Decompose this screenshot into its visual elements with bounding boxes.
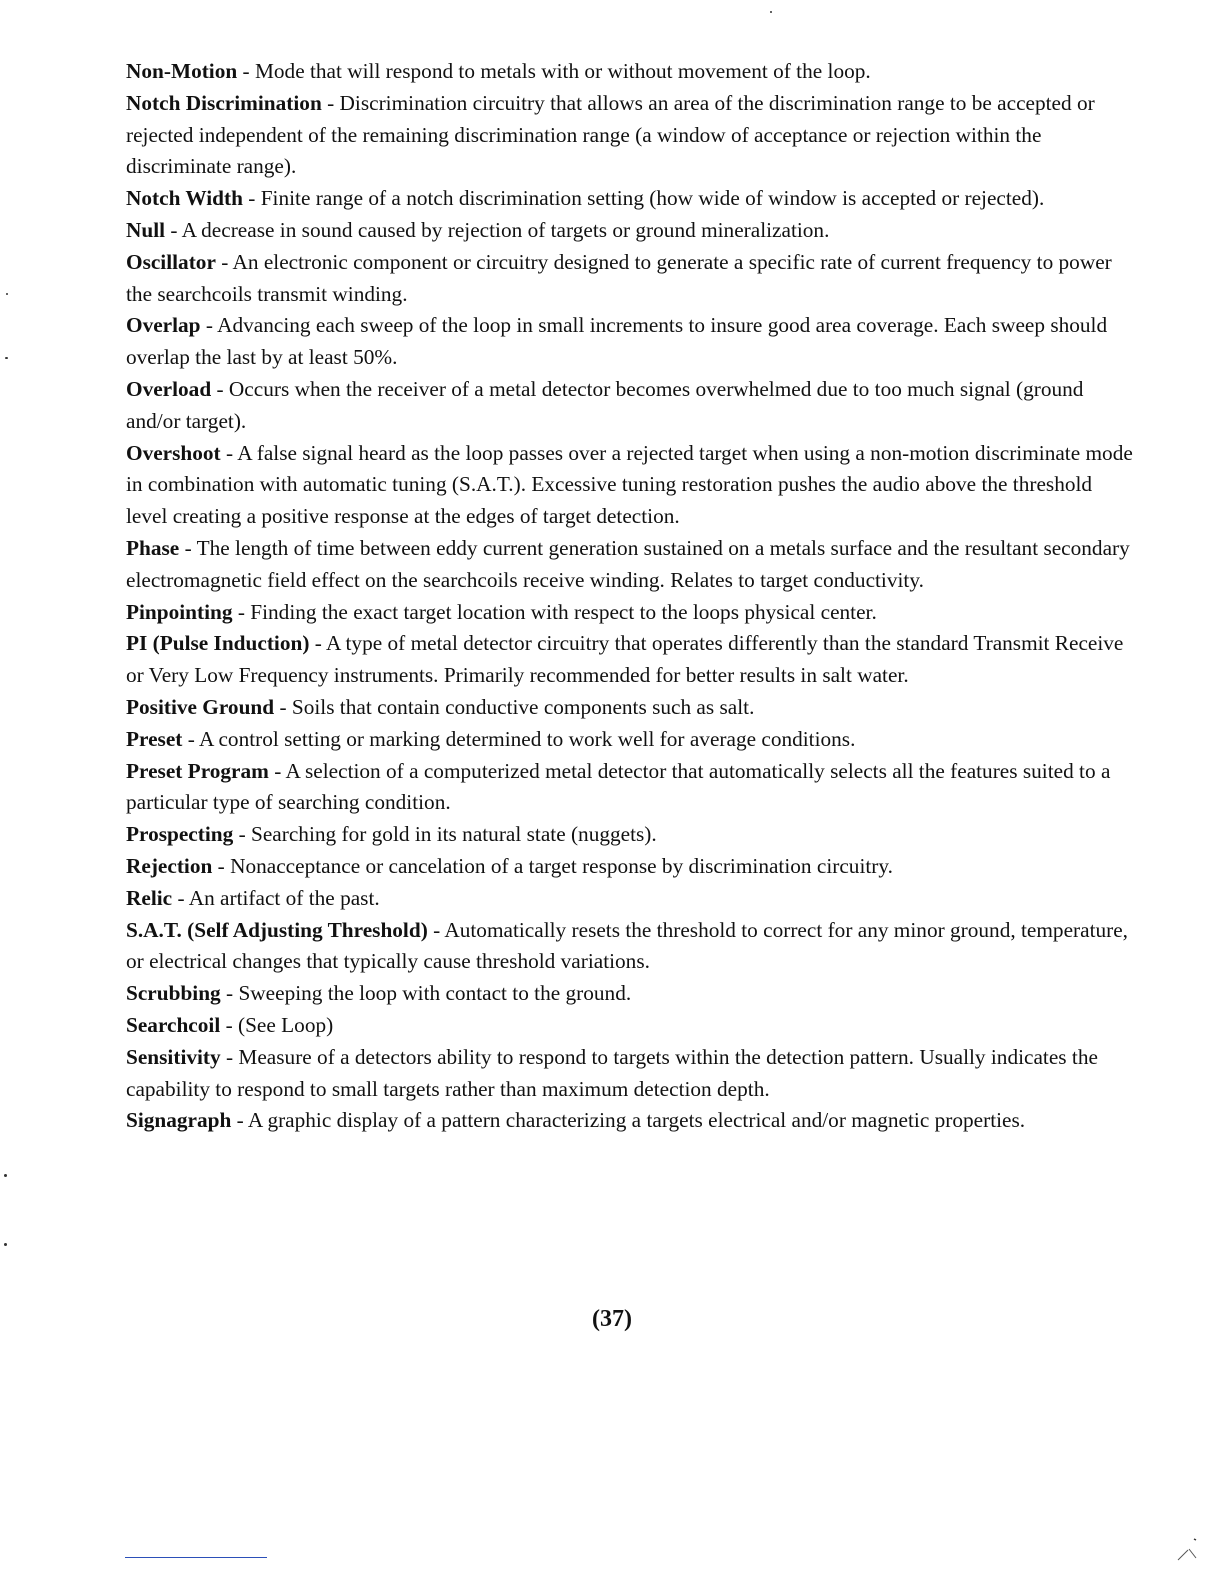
scan-speck [770,11,772,13]
glossary-entry [126,88,1136,183]
footer-rule [125,1557,267,1558]
glossary-term: Signagraph [126,1108,232,1133]
glossary-term: Overload [126,376,212,401]
glossary-definition: - A false signal heard as the loop passes over a rejected target when using a non-motion discriminate mode in combination with automatic tuning (S.A.T.). Excessive tuning restoration pushes the audio above the threshold level creating a positive response at the edges of target detection. [126,440,1133,529]
glossary-definition: - Automatically resets the threshold to correct for any minor ground, temperature, or electrical changes that typically cause threshold variations. [126,917,1129,974]
glossary-term: Rejection [126,853,213,878]
glossary-entry [126,851,1136,883]
glossary-entry [126,915,1136,979]
glossary-entry [126,819,1136,851]
glossary-entry [126,1010,1136,1042]
scan-speck [5,357,8,359]
glossary-term: Overshoot [126,440,221,465]
glossary-term: Relic [126,885,173,910]
glossary-entry [126,247,1136,311]
glossary-term: PI (Pulse Induction) [126,631,310,656]
glossary-term: Prospecting [126,822,234,847]
glossary-definition: - A control setting or marking determined to work well for average conditions. [182,726,856,751]
glossary-term: Null [126,217,166,242]
glossary-definition: - Occurs when the receiver of a metal detector becomes overwhelmed due to too much signal (ground and/or target). [126,376,1084,433]
glossary-definition: - A decrease in sound caused by rejection of targets or ground mineralization. [165,217,830,242]
glossary-entry [126,374,1136,438]
glossary-entry [126,183,1136,215]
glossary-entry [126,310,1136,374]
glossary-entry [126,56,1136,88]
glossary-definition: - A graphic display of a pattern characterizing a targets electrical and/or magnetic properties. [231,1108,1026,1133]
glossary-entry [126,438,1136,533]
glossary-term: Searchcoil [126,1012,221,1037]
glossary-definition: - (See Loop) [220,1012,334,1037]
glossary-definition: - An artifact of the past. [172,885,380,910]
glossary-definition: - Finite range of a notch discrimination setting (how wide of window is accepted or rejected). [242,186,1045,211]
glossary-definition: - A selection of a computerized metal detector that automatically selects all the features suited to a particular type of searching condition. [126,758,1111,815]
glossary-definition: - Soils that contain conductive components such as salt. [274,694,755,719]
glossary-term: Preset [126,726,183,751]
glossary-term: Overlap [126,313,201,338]
glossary-definition: - Advancing each sweep of the loop in small increments to insure good area coverage. Each sweep should overlap the last by at least 50%. [126,313,1108,370]
glossary-definition: - An electronic component or circuitry designed to generate a specific rate of current frequency to power the searchcoils transmit winding. [126,249,1112,306]
glossary-entry [126,597,1136,629]
scan-speck [4,1174,7,1177]
glossary-definition: - Nonacceptance or cancelation of a target response by discrimination circuitry. [212,853,893,878]
glossary-term: Notch Discrimination [126,90,322,115]
glossary-term: Non-Motion [126,59,238,83]
glossary-list [126,56,1136,1137]
glossary-entry [126,1105,1136,1137]
glossary-entry [126,215,1136,247]
glossary-definition: - Measure of a detectors ability to respond to targets within the detection pattern. Usually indicates the capability to respond to small targets rather than maximum detection depth. [126,1044,1098,1101]
glossary-definition: - A type of metal detector circuitry that operates differently than the standard Transmit Receive or Very Low Frequency instruments. Primarily recommended for better results in salt water. [126,631,1124,688]
glossary-entry [126,692,1136,724]
glossary-term: Preset Program [126,758,269,783]
glossary-definition: - Mode that will respond to metals with or without movement of the loop. [237,59,871,83]
glossary-entry [126,978,1136,1010]
glossary-definition: - Searching for gold in its natural state (nuggets). [233,822,657,847]
glossary-term: S.A.T. (Self Adjusting Threshold) [126,917,428,942]
glossary-term: Scrubbing [126,981,221,1006]
scan-speck [6,293,8,295]
corner-mark-icon [1176,1536,1198,1562]
glossary-term: Positive Ground [126,694,275,719]
glossary-entry [126,724,1136,756]
glossary-entry [126,1042,1136,1106]
glossary-entry [126,533,1136,597]
glossary-term: Sensitivity [126,1044,221,1069]
glossary-term: Oscillator [126,249,216,274]
glossary-entry [126,883,1136,915]
glossary-entry [126,756,1136,820]
glossary-entry [126,628,1136,692]
glossary-definition: - Sweeping the loop with contact to the ground. [220,981,632,1006]
glossary-term: Pinpointing [126,599,233,624]
glossary-definition: - Finding the exact target location with respect to the loops physical center. [232,599,877,624]
glossary-definition: - Discrimination circuitry that allows an area of the discrimination range to be accepted or rejected independent of the remaining discrimination range (a window of acceptance or rejection within the discriminate range). [126,90,1095,179]
glossary-definition: - The length of time between eddy current generation sustained on a metals surface and the resultant secondary electromagnetic field effect on the searchcoils receive winding. Relates to target conductivity. [126,535,1130,592]
glossary-term: Notch Width [126,186,243,211]
scan-speck [4,1243,7,1246]
glossary-term: Phase [126,535,180,560]
page-number: (37) [592,1306,632,1332]
